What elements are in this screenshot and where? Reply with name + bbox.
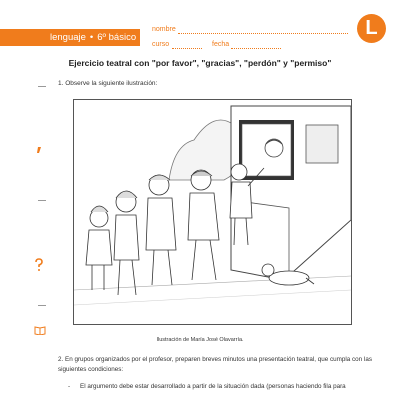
name-field-label: nombre: [152, 26, 176, 33]
condition-bullet-1: [68, 382, 383, 392]
course-field-label: curso: [152, 41, 170, 48]
subject-grade: [50, 30, 136, 45]
illustration-drawing: [74, 100, 351, 324]
margin-dash: [38, 200, 46, 201]
date-field-label: fecha: [212, 41, 230, 48]
bullet-mark: -: [68, 383, 71, 390]
subject-badge-icon: [357, 14, 386, 43]
margin-dash: [38, 305, 46, 306]
subject-label: lenguaje: [50, 32, 86, 43]
worksheet-title: Ejercicio teatral con "por favor", "gracias", "perdón" y "permiso": [68, 58, 332, 68]
illustration-frame: [73, 99, 352, 325]
illustration-caption: Ilustración de María José Olavarría.: [156, 337, 244, 343]
question-2: 2. En grupos organizados por el profesor, preparen breves minutos una presentación teatral, que cumpla con las siguientes condiciones:: [58, 356, 372, 373]
question-1: 1. Observe la siguiente ilustración:: [58, 80, 158, 87]
question-mark-icon: [34, 258, 44, 277]
separator-dot: •: [89, 32, 94, 43]
margin-dash: [38, 86, 46, 87]
grade-label: 6º básico: [97, 32, 137, 43]
worksheet-header: [0, 0, 400, 58]
bullet-text: El argumento debe estar desarrollado a partir de la situación dada (personas haciendo fila para: [80, 383, 346, 390]
badge-letter: L: [365, 17, 378, 39]
course-field-line[interactable]: [172, 48, 202, 49]
date-field-line[interactable]: [231, 48, 281, 49]
apostrophe-icon: [34, 145, 44, 163]
name-field-line[interactable]: [178, 33, 348, 34]
